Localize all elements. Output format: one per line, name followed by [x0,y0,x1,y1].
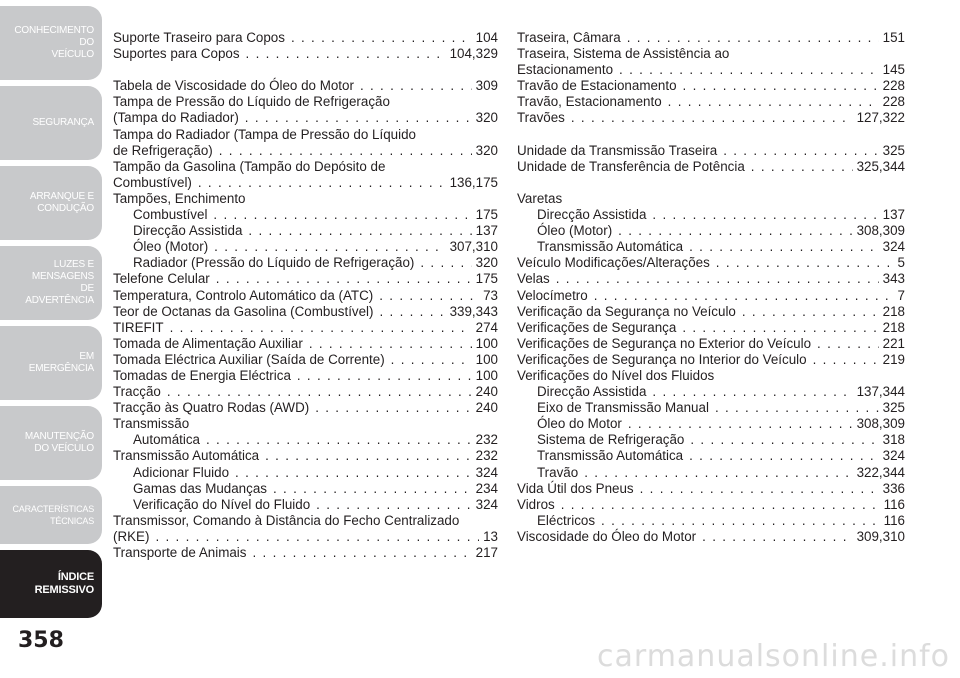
entry-label: de Refrigeração) [113,142,213,158]
tab-conhecimento-do-veiculo[interactable] [0,6,102,80]
page-reference[interactable]: 324 [475,496,498,512]
index-subentry [517,448,905,464]
dot-leader [594,288,894,304]
entry-label: Radiador (Pressão do Líquido de Refrigeração) [133,255,415,271]
page-reference[interactable]: 127,322 [856,110,905,126]
index-entry [113,368,498,384]
index-entry [113,271,498,287]
spacer [517,127,905,143]
chapter-tabs [0,0,104,620]
dot-leader [683,78,879,94]
page-reference[interactable]: 343 [882,271,905,287]
index-subentry [113,207,498,223]
index-subentry [517,384,905,400]
index-entry [113,288,498,304]
dot-leader [742,304,879,320]
dot-leader [297,368,472,384]
index-heading: Transmissão [113,416,190,432]
index-heading: Varetas [517,190,563,206]
entry-label: Verificação do Nível do Fluido [133,496,311,512]
index-entry [517,94,905,110]
dot-leader [235,465,472,481]
page-reference[interactable]: 5 [897,255,905,271]
tab-arranque-e-conducao[interactable] [0,166,102,240]
dot-leader [219,143,472,159]
dot-leader [571,110,853,126]
entry-label: Verificações de Segurança no Exterior do Veículo [517,335,812,351]
page-reference[interactable]: 325,344 [856,158,905,174]
tab-indice-remissivo[interactable] [0,550,102,618]
page-reference[interactable]: 175 [475,207,498,223]
entry-label: Óleo (Motor) [537,223,613,239]
index-heading: Verificações do Nível dos Fluidos [517,367,715,383]
index-entry [517,143,905,159]
index-subentry [113,465,498,481]
page-reference[interactable]: 104 [475,30,498,45]
index-subentry [113,481,498,497]
index-entry [113,175,498,191]
entry-label: Estacionamento [517,62,614,78]
page-reference[interactable]: 318 [882,432,905,448]
dot-leader [702,529,852,545]
index-subentry [517,239,905,255]
dot-leader [640,481,879,497]
entry-label: Vida Útil dos Pneus [517,480,634,496]
tab-em-emergencia[interactable] [0,326,102,400]
entry-label: Tomada Eléctrica Auxiliar (Saída de Corrente) [113,351,385,367]
watermark: carmanualsonline.info [597,639,950,674]
index-entry [517,271,905,287]
index-entry [113,352,498,368]
entry-label: Tracção [113,384,161,400]
page-reference[interactable]: 100 [475,367,498,383]
spacer [113,62,498,78]
tab-label: EMERGÊNCIA [28,363,94,374]
index-subentry [517,223,905,239]
dot-leader [619,62,879,78]
entry-label: Eléctricos [537,512,596,528]
entry-label: Telefone Celular [113,271,210,287]
entry-label: Direcção Assistida [537,384,647,400]
index-entry [113,545,498,561]
dot-leader [155,529,479,545]
page-reference[interactable]: 100 [475,335,498,351]
entry-label: Viscosidade do Óleo do Motor [517,528,697,544]
index-entry [113,110,498,126]
entry-label: Unidade da Transmissão Traseira [517,142,718,158]
page-reference[interactable]: 218 [882,319,905,335]
page-reference[interactable]: 309,310 [856,528,905,544]
index-entry [517,481,905,497]
dot-leader [252,545,471,561]
tab-label: DO VEÍCULO [34,443,94,454]
page-reference[interactable]: 228 [882,78,905,94]
entry-label: Vidros [517,496,555,512]
tab-caracteristicas-tecnicas[interactable] [0,486,102,544]
dot-leader [379,288,479,304]
dot-leader [360,78,472,94]
dot-leader [668,94,879,110]
index-entry [517,352,905,368]
entry-label: Transmissão Automática [113,448,260,464]
page-reference[interactable]: 73 [483,287,498,303]
tab-label: REMISSIVO [34,584,94,596]
page-reference[interactable]: 308,309 [856,416,905,432]
entry-label: Suportes para Copos [113,46,240,62]
dot-leader [248,223,471,239]
index-subentry [517,400,905,416]
entry-label: Temperatura, Controlo Automático da (ATC) [113,287,374,303]
page-reference[interactable]: 232 [475,432,498,448]
tab-label: ÍNDICE [57,571,94,583]
index-entry [517,529,905,545]
entry-label: Travão, Estacionamento [517,94,662,110]
page-reference[interactable]: 240 [475,400,498,416]
index-entry [113,448,498,464]
index-entry [113,46,498,62]
page-reference[interactable]: 234 [475,480,498,496]
page-reference[interactable]: 219 [882,351,905,367]
tab-label: CONDUÇÃO [37,203,94,214]
index-entry [113,78,498,94]
tab-label: LUZES E [53,259,94,270]
page-reference[interactable]: 274 [475,319,498,335]
dot-leader [214,239,445,255]
dot-leader [420,255,471,271]
tab-label: SEGURANÇA [32,117,94,128]
dot-leader [315,400,471,416]
page-reference[interactable]: 145 [882,62,905,78]
page-reference[interactable]: 116 [883,496,905,512]
index-subentry [517,513,905,529]
dot-leader [584,465,852,481]
page-reference[interactable]: 136,175 [449,174,498,190]
entry-label: Travões [517,110,565,126]
index-heading: Tampa do Radiador (Tampa de Pressão do Líquido [113,126,416,142]
entry-label: Transporte de Animais [113,545,247,560]
page-reference[interactable]: 308,309 [856,223,905,239]
dot-leader [813,352,879,368]
tab-label: MANUTENÇÃO [24,431,94,442]
dot-leader [716,255,894,271]
entry-label: Tomada de Alimentação Auxiliar [113,335,303,351]
tab-label: ARRANQUE E [29,191,94,202]
dot-leader [723,143,878,159]
dot-leader [198,175,446,191]
dot-leader [618,223,852,239]
index-subentry [113,432,498,448]
dot-leader [751,159,853,175]
page-number: 358 [18,628,64,653]
index-heading: Transmissor, Comando à Distância do Fecho Centralizado [113,512,460,528]
entry-label: Travão [537,464,579,480]
page-reference[interactable]: 217 [475,545,498,560]
page-reference[interactable]: 240 [475,384,498,400]
index-entry [517,30,905,46]
index-entry [517,110,905,126]
index-entry [113,304,498,320]
entry-label: Sistema de Refrigeração [537,432,685,448]
index-entry [113,384,498,400]
index-heading: Tampa de Pressão do Líquido de Refrigeração [113,94,390,110]
index-subentry [113,239,498,255]
dot-leader [213,207,471,223]
page-reference[interactable]: 307,310 [449,239,498,255]
entry-label: Velas [517,271,550,287]
entry-label: Traseira, Câmara [517,30,621,45]
dot-leader [627,30,879,46]
entry-label: Transmissão Automática [537,239,684,255]
index-column-right [517,30,905,545]
tab-label: DO [79,37,94,48]
page-reference[interactable]: 336 [882,480,905,496]
entry-label: Gamas das Mudanças [133,480,267,496]
entry-label: Combustível [133,207,208,223]
dot-leader [316,497,472,513]
page-reference[interactable]: 324 [882,448,905,464]
dot-leader [689,448,879,464]
page-reference[interactable]: 137 [882,207,905,223]
page-reference[interactable]: 320 [475,255,498,271]
dot-leader [689,239,879,255]
entry-label: TIREFIT [113,319,164,335]
dot-leader [167,384,472,400]
entry-label: Direcção Assistida [537,207,647,223]
index-subentry [113,497,498,513]
entry-label: Combustível) [113,174,192,190]
dot-leader [265,448,472,464]
page-reference[interactable]: 324 [475,464,498,480]
tab-manutencao-do-veiculo[interactable] [0,406,102,480]
entry-label: Transmissão Automática [537,448,684,464]
dot-leader [652,207,878,223]
dot-leader [556,271,879,287]
dot-leader [273,481,472,497]
dot-leader [291,30,472,46]
index-entry [113,529,498,545]
entry-label: Tracção às Quatro Rodas (AWD) [113,400,310,416]
tab-label: EM [79,351,94,362]
index-entry [113,400,498,416]
dot-leader [682,320,878,336]
index-entry [517,304,905,320]
tab-label: CONHECIMENTO [14,25,94,36]
page-reference[interactable]: 324 [882,239,905,255]
page-reference[interactable]: 325 [882,142,905,158]
dot-leader [817,336,879,352]
index-column-left [113,30,498,561]
dot-leader [561,497,880,513]
index-entry [113,30,498,46]
entry-label: Óleo (Motor) [133,239,209,255]
dot-leader [309,336,472,352]
dot-leader [380,304,446,320]
index-entry [517,62,905,78]
page-reference[interactable]: 137,344 [856,384,905,400]
index-subentry [517,465,905,481]
dot-leader [628,416,853,432]
index-subentry [517,416,905,432]
entry-label: Unidade de Transferência de Potência [517,158,745,174]
entry-label: Travão de Estacionamento [517,78,677,94]
page-reference[interactable]: 320 [475,110,498,126]
page-reference[interactable]: 228 [882,94,905,110]
entry-label: Verificações de Segurança [517,319,677,335]
page-reference[interactable]: 221 [882,335,905,351]
entry-label: Verificação da Segurança no Veículo [517,303,736,319]
entry-label: Direcção Assistida [133,223,243,239]
page-reference[interactable]: 320 [475,142,498,158]
page-reference[interactable]: 322,344 [856,464,905,480]
index-heading: Traseira, Sistema de Assistência ao [517,46,730,62]
entry-label: Tabela de Viscosidade do Óleo do Motor [113,78,354,94]
entry-label: (Tampa do Radiador) [113,110,239,126]
page-reference[interactable]: 116 [883,512,905,528]
page-reference[interactable]: 100 [475,351,498,367]
index-entry [517,336,905,352]
dot-leader [601,513,880,529]
index-subentry [113,223,498,239]
index-subentry [517,207,905,223]
page-reference[interactable]: 137 [475,223,498,239]
dot-leader [246,46,446,62]
entry-label: Automática [133,432,200,448]
entry-label: Tomadas de Energia Eléctrica [113,367,291,383]
dot-leader [652,384,852,400]
tab-label: ADVERTÊNCIA [25,295,94,306]
dot-leader [391,352,472,368]
index-entry [517,78,905,94]
entry-label: Eixo de Transmissão Manual [537,400,709,416]
entry-label: Veículo Modificações/Alterações [517,255,710,271]
entry-label: Teor de Octanas da Gasolina (Combustível) [113,303,374,319]
entry-label: Velocímetro [517,287,588,303]
dot-leader [216,271,472,287]
index-subentry [113,255,498,271]
page-reference[interactable]: 151 [882,30,905,45]
tab-label: VEÍCULO [51,49,94,60]
entry-label: Verificações de Segurança no Interior do Veículo [517,351,807,367]
index-subentry [517,432,905,448]
dot-leader [715,400,879,416]
index-entry [517,497,905,513]
index-heading: Tampões, Enchimento [113,190,246,206]
tab-luzes-e-mensagens[interactable] [0,246,102,320]
page-reference[interactable]: 7 [897,287,905,303]
spacer [517,175,905,191]
tab-label: CARACTERÍSTICAS [12,504,94,514]
index-entry [517,159,905,175]
index-entry [517,320,905,336]
index-entry [113,336,498,352]
page-reference[interactable]: 325 [882,400,905,416]
entry-label: (RKE) [113,528,150,544]
index-entry [517,288,905,304]
page-reference[interactable]: 232 [475,448,498,464]
page-reference[interactable]: 175 [475,271,498,287]
entry-label: Adicionar Fluido [133,464,230,480]
page-reference[interactable]: 13 [483,528,498,544]
index-heading: Tampão da Gasolina (Tampão do Depósito de [113,158,386,174]
index-entry [517,255,905,271]
page-reference[interactable]: 104,329 [449,46,498,62]
dot-leader [206,432,472,448]
entry-label: Óleo do Motor [537,416,622,432]
index-entry [113,320,498,336]
entry-label: Suporte Traseiro para Copos [113,30,285,45]
page-reference[interactable]: 339,343 [449,303,498,319]
page-reference[interactable]: 309 [475,78,498,94]
dot-leader [690,432,878,448]
dot-leader [245,110,472,126]
tab-label: DE [80,283,94,294]
dot-leader [170,320,472,336]
page-reference[interactable]: 218 [882,303,905,319]
tab-label: MENSAGENS [31,271,94,282]
index-entry [113,143,498,159]
tab-label: TÉCNICAS [50,516,94,526]
tab-seguranca[interactable] [0,86,102,160]
